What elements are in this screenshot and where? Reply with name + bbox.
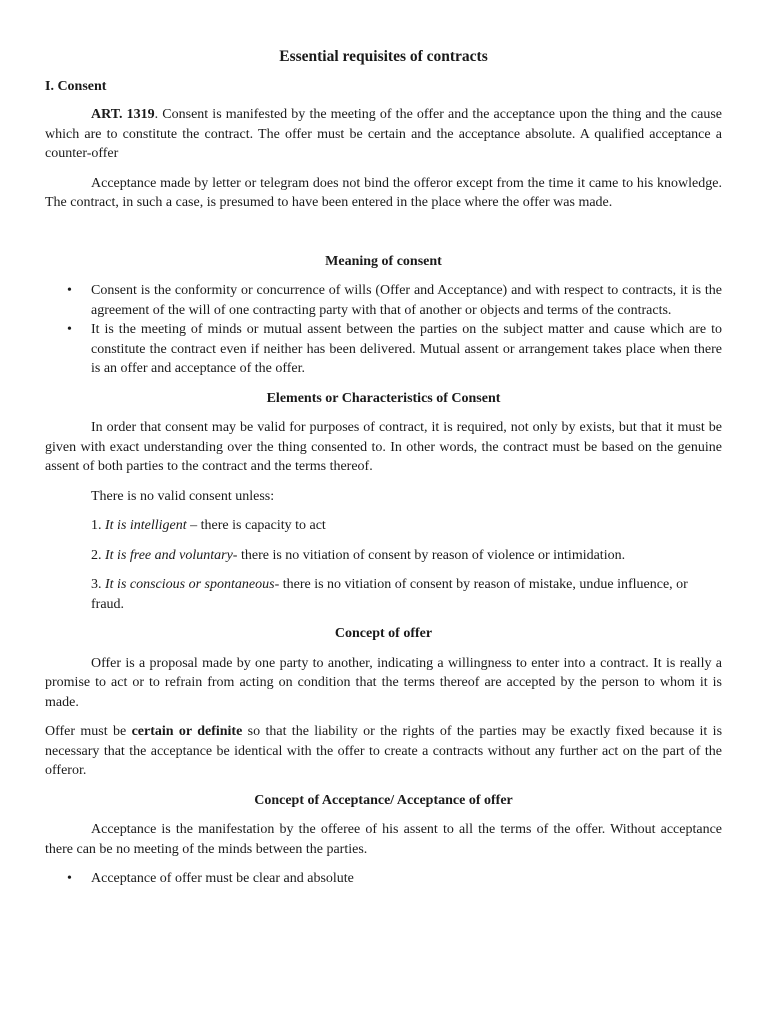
acceptance-paragraph: Acceptance is the manifestation by the offeree of his assent to all the terms of the offer. Without acceptance there can be no meeting of the minds between the parties. (45, 822, 722, 857)
no-valid-consent-intro: There is no valid consent unless: (91, 488, 275, 504)
item-description: – there is capacity to act (186, 518, 326, 533)
acceptance-bullet-list (45, 869, 722, 889)
numbered-item-3 (45, 575, 722, 614)
list-item-text: It is the meeting of minds or mutual assent between the parties on the subject matter and cause which are to constitute the contract even if neither has been delivered. Mutual assent or arrangement takes place when there is an offer and acceptance of the offer. (91, 322, 722, 376)
article-text: . Consent is manifested by the meeting of the offer and the acceptance upon the thing and the cause which are to constitute the contract. The offer must be certain and the acceptance absolute. A qualified acceptance a counter-offer (45, 107, 722, 161)
heading-concept-of-acceptance: Concept of Acceptance/ Acceptance of offer (254, 792, 513, 808)
item-number: 1. (91, 518, 105, 533)
list-item (45, 320, 722, 379)
item-description: - there is no vitiation of consent by reason of violence or intimidation. (232, 547, 626, 563)
heading-meaning-of-consent: Meaning of consent (325, 253, 442, 269)
elements-paragraph: In order that consent may be valid for purposes of contract, it is required, not only by exists, but that it must be given with exact understanding over the thing consented to. In other words, the contract must be based on the genuine assent of both parties to the contract and the terms thereof. (45, 420, 722, 474)
spacer (45, 223, 722, 252)
list-item (45, 869, 722, 889)
item-term: It is conscious or spontaneous (105, 577, 275, 592)
document-title: Essential requisites of contracts (279, 48, 488, 65)
offer-must-pre: Offer must be (45, 724, 132, 739)
section-heading-consent: I. Consent (45, 78, 107, 94)
offer-must-paragraph (45, 722, 722, 781)
heading-concept-of-offer: Concept of offer (334, 626, 433, 641)
offer-paragraph: Offer is a proposal made by one party to another, indicating a willingness to enter into a contract. It is really a promise to act or to refrain from acting on condition that the terms thereof are accepted by the person to whom it is made. (45, 655, 722, 710)
letter-telegram-paragraph: Acceptance made by letter or telegram does not bind the offeror except from the time it came to his knowledge. The contract, in such a case, is presumed to have been entered in the place where the offer was made. (45, 175, 722, 210)
item-number: 2. (91, 547, 105, 563)
heading-elements-of-consent: Elements or Characteristics of Consent (266, 390, 501, 406)
article-1319-paragraph (45, 105, 722, 164)
list-item (45, 281, 722, 320)
bullet-icon: • (67, 283, 72, 298)
article-label: ART. 1319 (91, 107, 155, 122)
item-description: - there is no vitiation of consent by reason of mistake, undue influence, or fraud. (91, 577, 688, 612)
item-term: It is intelligent (105, 518, 187, 533)
list-item-text: Acceptance of offer must be clear and absolute (91, 871, 354, 886)
bullet-icon: • (67, 322, 72, 337)
offer-must-post: so that the liability or the rights of the parties may be exactly fixed because it is necessary that the acceptance be identical with the offer to create a contracts without any further act on the part of the offeror. (45, 724, 723, 778)
list-item-text: Consent is the conformity or concurrence of wills (Offer and Acceptance) and with respect to contracts, it is the agreement of the will of one contracting party with that of another or objects and terms of the contracts. (91, 283, 722, 318)
numbered-item-2 (45, 546, 722, 566)
item-term: It is free and voluntary (105, 547, 233, 563)
bullet-icon: • (67, 871, 72, 886)
meaning-bullet-list (45, 281, 722, 379)
offer-must-bold: certain or definite (131, 724, 243, 739)
item-number: 3. (91, 577, 105, 592)
document-page (45, 47, 722, 899)
numbered-item-1 (45, 516, 722, 536)
